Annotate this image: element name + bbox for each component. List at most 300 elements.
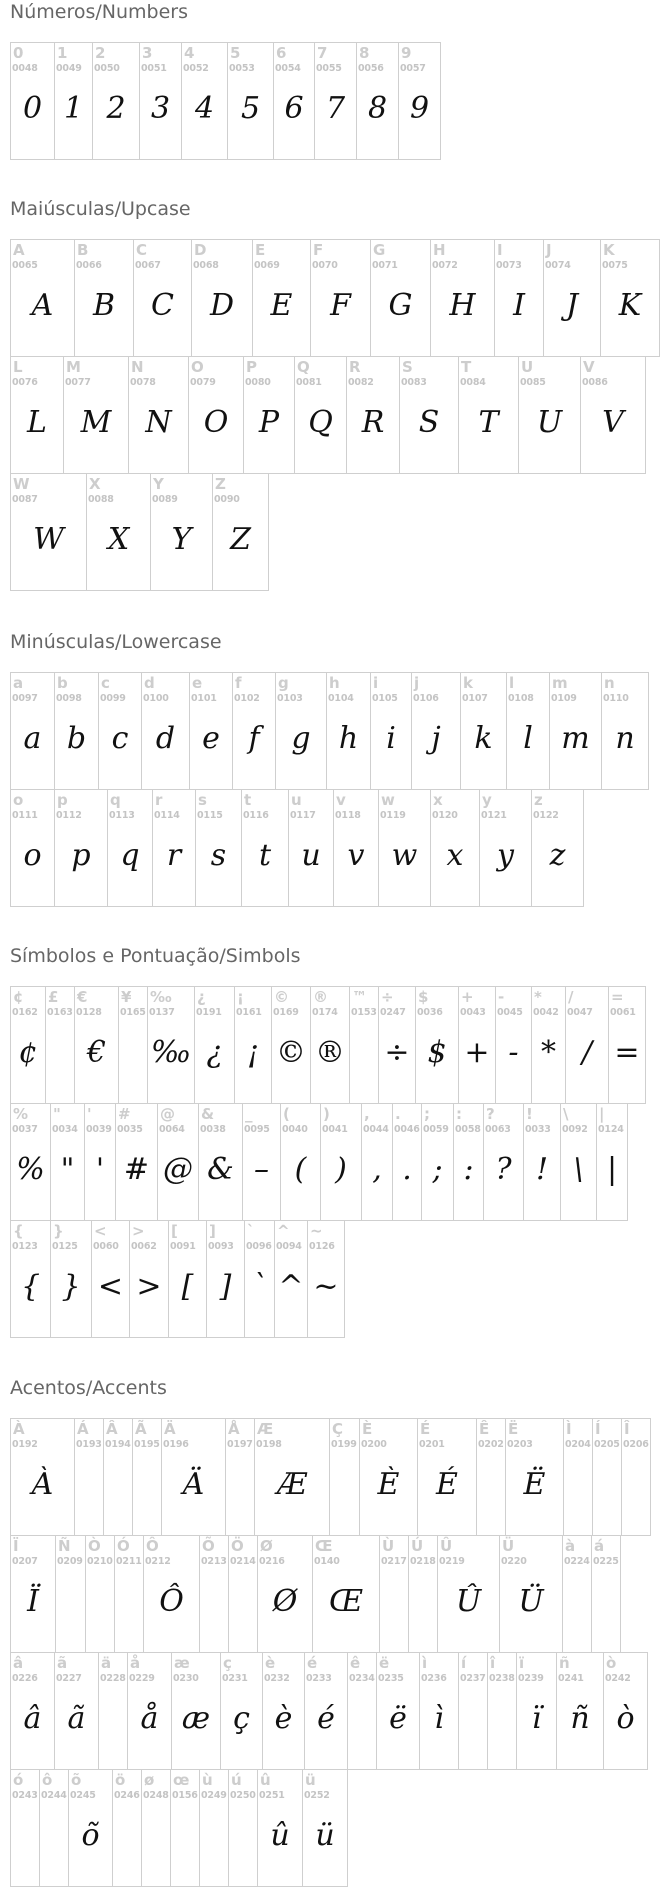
character-label: Î	[624, 1420, 630, 1438]
glyph-cell[interactable]	[195, 789, 242, 907]
character-label: @	[160, 1105, 175, 1123]
glyph-cell[interactable]	[54, 789, 108, 907]
glyph-cell[interactable]	[499, 1535, 563, 1653]
glyph-cell[interactable]	[603, 1652, 648, 1770]
glyph-preview: a	[23, 721, 42, 756]
character-code: 0100	[143, 693, 169, 704]
glyph-cell[interactable]	[565, 986, 609, 1104]
glyph-cell[interactable]	[430, 789, 480, 907]
character-code: 0097	[12, 693, 38, 704]
glyph-row	[10, 1103, 646, 1221]
character-code: 0061	[610, 1007, 636, 1018]
glyph-cell[interactable]	[312, 1535, 380, 1653]
glyph-cell[interactable]	[307, 1220, 345, 1338]
character-label: ã	[57, 1654, 68, 1672]
glyph-cell[interactable]	[54, 42, 93, 160]
glyph-cell[interactable]	[10, 1652, 55, 1770]
character-code: 0096	[246, 1241, 272, 1252]
character-code: 0093	[208, 1241, 234, 1252]
character-label: D	[194, 241, 207, 259]
glyph-cell[interactable]	[453, 1103, 484, 1221]
glyph-cell[interactable]	[133, 239, 192, 357]
glyph-cell[interactable]	[45, 986, 75, 1104]
glyph-cell[interactable]	[242, 1103, 281, 1221]
glyph-cell[interactable]	[273, 42, 315, 160]
glyph-cell[interactable]	[304, 1652, 348, 1770]
glyph-cell[interactable]	[458, 356, 519, 474]
character-code: 0035	[117, 1124, 143, 1135]
glyph-cell[interactable]	[460, 672, 507, 790]
character-code: 0048	[12, 63, 38, 74]
glyph-cell[interactable]	[505, 1418, 564, 1536]
glyph-cell[interactable]	[10, 1769, 40, 1887]
character-label: ê	[350, 1654, 361, 1672]
glyph-cell[interactable]	[421, 1103, 454, 1221]
glyph-cell[interactable]	[118, 986, 148, 1104]
glyph-preview: #	[123, 1152, 150, 1187]
glyph-cell[interactable]	[114, 1535, 144, 1653]
character-label: ô	[42, 1771, 53, 1789]
character-code: 0105	[372, 693, 398, 704]
character-code: 0054	[275, 63, 301, 74]
glyph-cell[interactable]	[10, 1535, 56, 1653]
glyph-cell[interactable]	[596, 1103, 628, 1221]
character-code: 0058	[455, 1124, 481, 1135]
glyph-cell[interactable]	[621, 1418, 651, 1536]
glyph-cell[interactable]	[329, 1418, 360, 1536]
glyph-cell[interactable]	[531, 789, 584, 907]
glyph-cell[interactable]	[227, 42, 274, 160]
glyph-cell[interactable]	[139, 42, 182, 160]
glyph-cell[interactable]	[171, 1652, 221, 1770]
character-label: O	[191, 358, 204, 376]
glyph-cell[interactable]	[191, 239, 253, 357]
glyph-cell[interactable]	[234, 986, 272, 1104]
glyph-cell[interactable]	[458, 986, 496, 1104]
character-label: ñ	[559, 1654, 570, 1672]
character-label: Œ	[315, 1537, 333, 1555]
glyph-cell[interactable]	[147, 986, 195, 1104]
character-label: Ì	[566, 1420, 572, 1438]
glyph-preview: }	[61, 1269, 81, 1304]
glyph-cell[interactable]	[50, 1220, 92, 1338]
glyph-cell[interactable]	[150, 473, 213, 591]
glyph-cell[interactable]	[326, 672, 371, 790]
character-label: ì	[422, 1654, 428, 1672]
glyph-cell[interactable]	[128, 356, 189, 474]
glyph-cell[interactable]	[314, 42, 357, 160]
character-label: L	[13, 358, 23, 376]
character-code: 0069	[254, 260, 280, 271]
glyph-cell[interactable]	[333, 789, 379, 907]
character-code: 0195	[134, 1439, 160, 1450]
character-code: 0211	[116, 1556, 142, 1567]
glyph-cell[interactable]	[531, 986, 566, 1104]
glyph-cell[interactable]	[347, 1652, 377, 1770]
character-label: Æ	[257, 1420, 274, 1438]
glyph-cell[interactable]	[275, 672, 327, 790]
glyph-preview: V	[602, 405, 624, 440]
glyph-cell[interactable]	[479, 789, 532, 907]
character-label: ï	[519, 1654, 525, 1672]
glyph-cell[interactable]	[320, 1103, 362, 1221]
glyph-cell[interactable]	[194, 986, 235, 1104]
glyph-cell[interactable]	[10, 42, 55, 160]
glyph-cell[interactable]	[359, 1418, 418, 1536]
glyph-cell[interactable]	[417, 1418, 477, 1536]
glyph-cell[interactable]	[476, 1418, 506, 1536]
glyph-cell[interactable]	[346, 356, 400, 474]
character-code: 0231	[222, 1673, 248, 1684]
glyph-cell[interactable]	[74, 986, 119, 1104]
character-code: 0234	[349, 1673, 375, 1684]
glyph-cell[interactable]	[212, 473, 269, 591]
glyph-cell[interactable]	[220, 1652, 263, 1770]
glyph-cell[interactable]	[516, 1652, 557, 1770]
character-code: 0128	[76, 1007, 102, 1018]
glyph-cell[interactable]	[379, 1535, 409, 1653]
glyph-cell[interactable]	[10, 1418, 75, 1536]
glyph-cell[interactable]	[419, 1652, 459, 1770]
character-code: 0169	[273, 1007, 299, 1018]
glyph-preview: &	[207, 1152, 234, 1187]
character-code: 0071	[372, 260, 398, 271]
glyph-preview: /	[581, 1035, 593, 1070]
glyph-cell[interactable]	[560, 1103, 597, 1221]
glyph-cell[interactable]	[232, 672, 276, 790]
character-label: Ö	[231, 1537, 244, 1555]
character-code: 0239	[518, 1673, 544, 1684]
glyph-cell[interactable]	[39, 1769, 69, 1887]
glyph-preview: Ä	[182, 1467, 205, 1502]
character-label: œ	[173, 1771, 190, 1789]
glyph-cell[interactable]	[280, 1103, 321, 1221]
glyph-cell[interactable]	[181, 42, 228, 160]
glyph-row	[10, 473, 660, 591]
glyph-cell[interactable]	[54, 1652, 99, 1770]
character-code: 0053	[229, 63, 255, 74]
glyph-preview: Œ	[328, 1584, 364, 1619]
glyph-cell[interactable]	[288, 789, 334, 907]
glyph-cell[interactable]	[591, 1535, 621, 1653]
character-label: Â	[106, 1420, 118, 1438]
glyph-cell[interactable]	[10, 1220, 51, 1338]
glyph-cell[interactable]	[241, 789, 289, 907]
glyph-cell[interactable]	[74, 1418, 104, 1536]
glyph-cell[interactable]	[398, 42, 441, 160]
glyph-preview: !	[535, 1152, 549, 1187]
character-label: ‰	[150, 988, 172, 1006]
glyph-preview: u	[301, 838, 321, 873]
glyph-cell[interactable]	[302, 1769, 348, 1887]
glyph-cell[interactable]	[132, 1418, 162, 1536]
glyph-cell[interactable]	[10, 239, 75, 357]
character-code: 0217	[381, 1556, 407, 1567]
glyph-cell[interactable]	[563, 1418, 593, 1536]
glyph-preview: L	[27, 405, 47, 440]
character-code: 0109	[551, 693, 577, 704]
glyph-preview: Ë	[523, 1467, 546, 1502]
character-code: 0153	[351, 1007, 377, 1018]
glyph-cell[interactable]	[506, 672, 550, 790]
glyph-cell[interactable]	[271, 986, 311, 1104]
glyph-cell[interactable]	[408, 1535, 438, 1653]
character-code: 0137	[149, 1007, 175, 1018]
glyph-cell[interactable]	[129, 1220, 169, 1338]
character-code: 0226	[12, 1673, 38, 1684]
glyph-cell[interactable]	[392, 1103, 422, 1221]
glyph-cell[interactable]	[10, 789, 55, 907]
glyph-cell[interactable]	[107, 789, 153, 907]
glyph-preview: `	[252, 1269, 267, 1304]
glyph-cell[interactable]	[84, 1103, 116, 1221]
character-label: <	[94, 1222, 107, 1240]
glyph-preview: Z	[230, 522, 251, 557]
character-code: 0113	[109, 810, 135, 821]
glyph-preview: É	[436, 1467, 458, 1502]
glyph-cell[interactable]	[112, 1769, 142, 1887]
character-label: }	[53, 1222, 64, 1240]
character-label: -	[498, 988, 505, 1006]
glyph-preview: é	[317, 1701, 335, 1736]
glyph-cell[interactable]	[349, 986, 379, 1104]
glyph-cell[interactable]	[600, 239, 660, 357]
glyph-cell[interactable]	[495, 986, 532, 1104]
glyph-cell[interactable]	[143, 1535, 200, 1653]
character-code: 0124	[598, 1124, 624, 1135]
glyph-cell[interactable]	[168, 1220, 207, 1338]
character-label: 1	[57, 44, 68, 62]
glyph-cell[interactable]	[310, 986, 350, 1104]
glyph-cell[interactable]	[310, 239, 371, 357]
glyph-preview: T	[478, 405, 499, 440]
glyph-cell[interactable]	[10, 986, 46, 1104]
glyph-cell[interactable]	[244, 1220, 275, 1338]
glyph-cell[interactable]	[549, 672, 602, 790]
glyph-cell[interactable]	[206, 1220, 245, 1338]
glyph-cell[interactable]	[86, 473, 151, 591]
glyph-cell[interactable]	[54, 672, 99, 790]
glyph-cell[interactable]	[274, 1220, 308, 1338]
character-code: 0083	[401, 377, 427, 388]
glyph-row	[10, 42, 441, 160]
glyph-cell[interactable]	[199, 1535, 229, 1653]
glyph-cell[interactable]	[228, 1769, 258, 1887]
character-label: á	[594, 1537, 605, 1555]
glyph-cell[interactable]	[294, 356, 347, 474]
character-label: "	[53, 1105, 61, 1123]
character-label: j	[414, 674, 420, 692]
character-code: 0074	[545, 260, 571, 271]
glyph-preview: >	[136, 1269, 162, 1304]
glyph-preview: {	[20, 1269, 41, 1304]
character-code: 0248	[143, 1790, 169, 1801]
glyph-cell[interactable]	[518, 356, 581, 474]
glyph-cell[interactable]	[188, 356, 244, 474]
glyph-cell[interactable]	[580, 356, 646, 474]
character-label: €	[77, 988, 88, 1006]
glyph-cell[interactable]	[608, 986, 646, 1104]
glyph-cell[interactable]	[141, 672, 190, 790]
glyph-preview: t	[258, 838, 272, 873]
glyph-grid	[10, 1418, 651, 1887]
character-label: É	[420, 1420, 431, 1438]
character-label: ™	[352, 988, 367, 1006]
character-code: 0033	[525, 1124, 551, 1135]
glyph-cell[interactable]	[601, 672, 649, 790]
glyph-preview: [	[181, 1269, 194, 1304]
glyph-cell[interactable]	[10, 356, 64, 474]
glyph-preview: Æ	[276, 1467, 308, 1502]
glyph-cell[interactable]	[68, 1769, 113, 1887]
glyph-cell[interactable]	[252, 239, 311, 357]
glyph-cell[interactable]	[63, 356, 129, 474]
glyph-cell[interactable]	[98, 672, 142, 790]
character-code: 0103	[277, 693, 303, 704]
glyph-preview: p	[71, 838, 91, 873]
glyph-preview: 5	[240, 91, 261, 126]
character-label: Ã	[135, 1420, 147, 1438]
character-code: 0201	[419, 1439, 445, 1450]
glyph-preview: M	[80, 405, 112, 440]
glyph-cell[interactable]	[141, 1769, 171, 1887]
glyph-preview: g	[291, 721, 311, 756]
character-code: 0119	[380, 810, 406, 821]
character-code: 0238	[489, 1673, 515, 1684]
glyph-cell[interactable]	[378, 789, 431, 907]
glyph-cell[interactable]	[370, 239, 431, 357]
glyph-cell[interactable]	[437, 1535, 500, 1653]
character-label: I	[497, 241, 503, 259]
glyph-cell[interactable]	[161, 1418, 226, 1536]
glyph-cell[interactable]	[98, 1652, 128, 1770]
glyph-cell[interactable]	[399, 356, 459, 474]
glyph-cell[interactable]	[487, 1652, 517, 1770]
glyph-cell[interactable]	[356, 42, 399, 160]
character-label: K	[603, 241, 615, 259]
character-label: 0	[13, 44, 24, 62]
character-label: ¡	[237, 988, 244, 1006]
glyph-cell[interactable]	[85, 1535, 115, 1653]
glyph-cell[interactable]	[10, 473, 87, 591]
character-code: 0077	[65, 377, 91, 388]
glyph-cell[interactable]	[225, 1418, 255, 1536]
character-code: 0076	[12, 377, 38, 388]
character-label: E	[255, 241, 266, 259]
glyph-cell[interactable]	[50, 1103, 85, 1221]
glyph-preview: À	[31, 1467, 54, 1502]
glyph-cell[interactable]	[257, 1769, 303, 1887]
glyph-preview: ü	[315, 1818, 335, 1853]
glyph-cell[interactable]	[592, 1418, 622, 1536]
glyph-cell[interactable]	[91, 1220, 130, 1338]
character-code: 0122	[533, 810, 559, 821]
glyph-cell[interactable]	[103, 1418, 133, 1536]
character-label: ?	[486, 1105, 495, 1123]
glyph-preview: Û	[455, 1584, 482, 1619]
glyph-cell[interactable]	[262, 1652, 305, 1770]
glyph-cell[interactable]	[562, 1535, 592, 1653]
glyph-cell[interactable]	[243, 356, 295, 474]
glyph-cell[interactable]	[157, 1103, 199, 1221]
glyph-preview: l	[523, 721, 533, 756]
glyph-cell[interactable]	[494, 239, 544, 357]
glyph-cell[interactable]	[415, 986, 459, 1104]
glyph-cell[interactable]	[556, 1652, 604, 1770]
section-title: Minúsculas/Lowercase	[10, 631, 222, 653]
glyph-cell[interactable]	[376, 1652, 420, 1770]
character-code: 0212	[145, 1556, 171, 1567]
character-label: d	[144, 674, 155, 692]
character-label: ¢	[13, 988, 24, 1006]
glyph-preview: z	[549, 838, 566, 873]
glyph-cell[interactable]	[199, 1769, 229, 1887]
glyph-preview: E	[270, 288, 293, 323]
character-code: 0064	[159, 1124, 185, 1135]
glyph-row	[10, 1769, 651, 1887]
character-label: .	[395, 1105, 401, 1123]
glyph-cell[interactable]	[92, 42, 140, 160]
character-label: s	[198, 791, 207, 809]
glyph-preview: ï	[531, 1701, 542, 1736]
glyph-cell[interactable]	[370, 672, 412, 790]
glyph-cell[interactable]	[55, 1535, 86, 1653]
glyph-cell[interactable]	[543, 239, 601, 357]
glyph-cell[interactable]	[152, 789, 196, 907]
glyph-preview: ®	[315, 1035, 345, 1070]
character-label: Ó	[117, 1537, 130, 1555]
glyph-cell[interactable]	[254, 1418, 330, 1536]
glyph-preview: N	[145, 405, 172, 440]
glyph-cell[interactable]	[170, 1769, 200, 1887]
character-label: ÷	[381, 988, 394, 1006]
glyph-preview: O	[203, 405, 229, 440]
glyph-cell[interactable]	[458, 1652, 488, 1770]
character-label: à	[565, 1537, 576, 1555]
character-code: 0075	[602, 260, 628, 271]
glyph-cell[interactable]	[483, 1103, 524, 1221]
glyph-cell[interactable]	[115, 1103, 158, 1221]
glyph-preview: ,	[372, 1152, 382, 1187]
character-code: 0118	[335, 810, 361, 821]
character-label: ¥	[121, 988, 132, 1006]
character-label: C	[136, 241, 148, 259]
glyph-cell[interactable]	[74, 239, 134, 357]
character-code: 0052	[183, 63, 209, 74]
glyph-cell[interactable]	[361, 1103, 393, 1221]
glyph-preview: c	[111, 721, 129, 756]
glyph-cell[interactable]	[10, 1103, 51, 1221]
glyph-cell[interactable]	[10, 672, 55, 790]
character-label: x	[433, 791, 443, 809]
glyph-cell[interactable]	[411, 672, 461, 790]
character-label: Ø	[260, 1537, 273, 1555]
glyph-preview: ‰	[150, 1035, 192, 1070]
glyph-row	[10, 1652, 651, 1770]
glyph-cell[interactable]	[198, 1103, 243, 1221]
character-code: 0043	[460, 1007, 486, 1018]
glyph-cell[interactable]	[430, 239, 495, 357]
glyph-cell[interactable]	[523, 1103, 561, 1221]
character-code: 0246	[114, 1790, 140, 1801]
glyph-cell[interactable]	[378, 986, 416, 1104]
glyph-cell[interactable]	[228, 1535, 258, 1653]
glyph-cell[interactable]	[257, 1535, 313, 1653]
character-label: ü	[305, 1771, 316, 1789]
glyph-cell[interactable]	[189, 672, 233, 790]
glyph-cell[interactable]	[127, 1652, 172, 1770]
glyph-preview: q	[120, 838, 140, 873]
